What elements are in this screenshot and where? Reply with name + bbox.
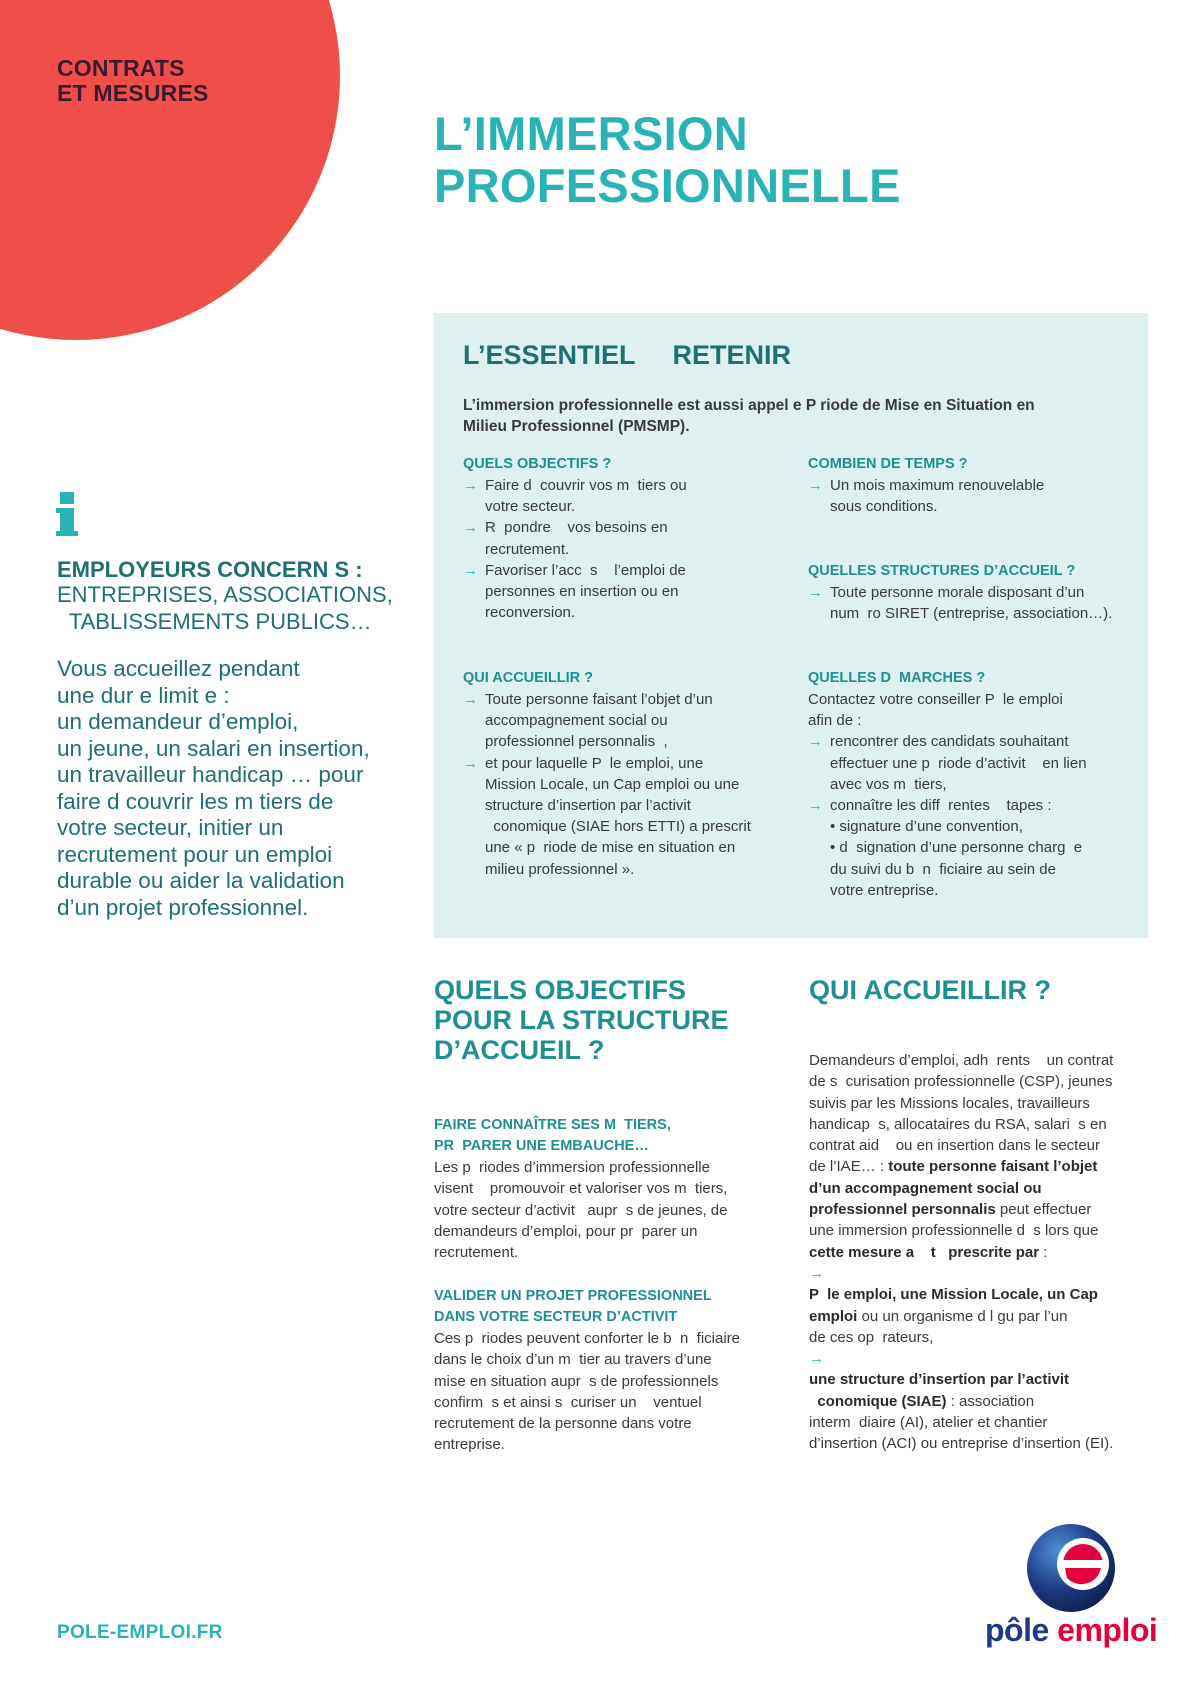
intro-line: un travailleur handicap … pour [57,762,364,787]
title-line: QUI ACCUEILLIR ? [809,975,1051,1005]
title-line-1: L’IMMERSION [434,107,749,160]
intro-line: Vous accueillez pendant [57,656,300,681]
block-line [808,710,1138,731]
objectifs-section-title [434,975,729,1065]
sub-heading-line: PR PARER UNE EMBAUCHE… [434,1138,649,1154]
objectifs-sub-heading-1 [434,1115,671,1157]
para-bold-fragment: emploi [809,1307,858,1325]
block-line-text: Toute personne faisant l’objet d’un [485,691,713,708]
para-fragment: de l’IAE… : [809,1158,889,1176]
essentiel-lead [463,395,1103,437]
para-line: visent promouvoir et valoriser vos m tiers, [434,1180,728,1198]
block-line [808,774,1138,795]
block-line-text: afin de : [808,712,862,730]
para-bold-fragment: cette mesure a t prescrite par [809,1243,1040,1261]
essentiel-box [434,313,1148,938]
sub-heading-line: DANS VOTRE SECTEUR D’ACTIVIT [434,1309,678,1325]
arrow-icon: → [809,1264,824,1282]
block-line [463,496,793,517]
arrow-icon: → [463,477,478,494]
logo-word-emploi: emploi [1057,1612,1158,1648]
block-line-text: Faire d couvrir vos m tiers ou [485,477,687,494]
para-fragment: : [1039,1243,1048,1261]
arrow-icon: → [463,754,478,772]
para-fragment: peut effectuer [995,1201,1092,1219]
para-line: entreprise. [434,1436,505,1454]
essentiel-title: L’ESSENTIEL RETENIR [463,340,792,370]
para-line: Ces p riodes peuvent conforter le b n ficiaire [434,1330,740,1347]
block-line [463,837,793,858]
block-line-text: conomique (SIAE hors ETTI) a prescrit [485,818,751,836]
block-line-text: une « p riode de mise en situation en [485,839,736,857]
para-line: recrutement. [434,1244,519,1262]
page-title [434,108,901,212]
objectifs-sub-heading-2 [434,1286,712,1328]
intro-line: un jeune, un salari en insertion, [57,735,370,761]
block-line-text: Un mois maximum renouvelable [830,477,1045,494]
block-heading: COMBIEN DE TEMPS ? [808,456,968,472]
block-line-text: num ro SIRET (entreprise, association…). [830,605,1113,623]
para-line: de s curisation professionnelle (CSP), jeunes [809,1073,1113,1091]
para-line: une immersion professionnelle d s lors que [809,1222,1099,1240]
title-line-2: PROFESSIONNELLE [434,159,901,212]
block-line [463,731,793,752]
lead-line: L’immersion professionnelle est aussi appel e P riode de Mise en Situation en [463,397,1035,414]
para-line: de ces op rateurs, [809,1328,934,1346]
accueillir-block [463,668,793,880]
category-label [57,56,209,106]
block-line [463,539,793,560]
corner-decoration [0,0,340,340]
lead-line: Milieu Professionnel (PMSMP). [463,418,690,435]
block-line-text: effectuer une p riode d’activit en lien [830,754,1087,772]
intro-line: votre secteur, initier un [57,815,284,840]
demarches-block [808,668,1138,901]
footer-link[interactable]: POLE-EMPLOI.FR [57,1622,223,1643]
block-line-text: rencontrer des candidats souhaitant [830,733,1069,751]
block-heading: QUELLES D MARCHES ? [808,670,986,686]
intro-text [57,656,417,921]
temps-block [808,454,1138,517]
block-line [463,517,793,538]
block-line [808,816,1138,837]
para-line: Demandeurs d’emploi, adh rents un contrat [809,1052,1114,1069]
para-line [809,1306,1113,1327]
para-line [809,1348,1113,1391]
objectifs-paragraph-1 [434,1157,728,1263]
title-line: POUR LA STRUCTURE [434,1005,729,1035]
para-line: d’insertion (ACI) ou entreprise d’insertion (EI). [809,1435,1114,1453]
para-line: votre secteur d’activit aupr s de jeunes, de [434,1201,728,1219]
block-line [463,859,793,880]
sub-heading-line: VALIDER UN PROJET PROFESSIONNEL [434,1288,712,1304]
employers-list [57,581,393,635]
block-line-text: milieu professionnel ». [485,860,635,878]
arrow-icon: → [463,561,478,579]
para-line: confirm s et ainsi s curiser un ventuel [434,1393,702,1411]
para-line [809,1156,1113,1177]
block-line [808,582,1138,603]
para-bold-fragment: P le emploi, une Mission Locale, un Cap [809,1286,1098,1304]
para-line: dans le choix d’un m tier au travers d’une [434,1351,712,1369]
para-line [809,1242,1113,1263]
para-bold-fragment: toute personne faisant l’objet [888,1158,1098,1176]
block-line-text: du suivi du b n ficiaire au sein de [830,860,1056,878]
block-line [463,774,793,795]
block-line-text: Toute personne morale disposant d’un [830,584,1085,601]
title-line: QUELS OBJECTIFS [434,975,687,1005]
structures-block [808,561,1138,624]
employers-line: TABLISSEMENTS PUBLICS… [57,609,372,634]
logo-word-pole: pôle [985,1612,1049,1648]
block-line [808,859,1138,880]
block-line-text: connaître les diff rentes tapes : [830,797,1052,815]
info-icon [56,492,78,538]
block-line [463,689,793,710]
block-line [808,603,1138,624]
block-line [808,880,1138,901]
block-line-text: R pondre vos besoins en [485,519,668,537]
block-line-text: sous conditions. [830,498,938,516]
block-line [463,475,793,496]
para-fragment: : association [946,1392,1035,1410]
objectifs-block [463,454,793,623]
block-line [808,837,1138,858]
para-bold-fragment: professionnel personnalis [809,1201,996,1219]
para-line [809,1391,1113,1412]
logo-emblem-icon [1025,1522,1117,1614]
para-line: mise en situation aupr s de professionnels [434,1372,719,1390]
block-heading: QUELLES STRUCTURES D’ACCUEIL ? [808,563,1076,579]
block-heading: QUELS OBJECTIFS ? [463,456,612,472]
para-line: Les p riodes d’immersion professionnelle [434,1159,710,1176]
arrow-icon: → [463,519,478,537]
objectifs-paragraph-2 [434,1328,740,1456]
para-line [809,1178,1113,1199]
block-line [808,795,1138,816]
arrow-icon: → [808,733,823,751]
block-line-text: votre entreprise. [830,881,939,899]
category-line-1: CONTRATS [57,55,185,81]
para-line: interm diaire (AI), atelier et chantier [809,1414,1048,1432]
block-line [463,816,793,837]
sub-heading-line: FAIRE CONNAÎTRE SES M TIERS, [434,1117,671,1133]
employers-line: ENTREPRISES, ASSOCIATIONS, [57,582,393,607]
block-line [463,710,793,731]
para-line [809,1263,1113,1306]
block-line-text: professionnel personnalis , [485,733,668,751]
block-line [808,731,1138,752]
para-line: suivis par les Missions locales, travailleurs [809,1094,1090,1112]
pole-emploi-logo [985,1522,1157,1654]
block-line-text: reconversion. [485,604,576,622]
block-line-text: accompagnement social ou [485,712,668,730]
block-line-text: et pour laquelle P le emploi, une [485,754,704,772]
block-line-text: Mission Locale, un Cap emploi ou une [485,775,740,793]
arrow-icon: → [808,477,823,494]
block-line [463,753,793,774]
block-line [808,753,1138,774]
block-line [463,795,793,816]
block-line [808,475,1138,496]
para-line [809,1199,1113,1220]
para-fragment: ou un organisme d l gu par l’un [857,1307,1068,1325]
intro-line: faire d couvrir les m tiers de [57,788,334,814]
category-line-2: ET MESURES [57,80,209,106]
block-line [808,689,1138,710]
employers-heading: EMPLOYEURS CONCERN S : [57,557,363,582]
block-line [463,560,793,581]
arrow-icon: → [808,797,823,815]
accueillir-paragraph [809,1050,1113,1455]
para-line: handicap s, allocataires du RSA, salari s en [809,1115,1107,1133]
intro-line: un demandeur d’emploi, [57,709,299,734]
block-line-text: • d signation d’une personne charg e [830,839,1083,857]
block-line-text: personnes en insertion ou en [485,583,679,601]
para-line: demandeurs d’emploi, pour pr parer un [434,1222,698,1240]
block-line-text: avec vos m tiers, [830,775,947,793]
para-line: contrat aid ou en insertion dans le secteur [809,1137,1101,1155]
block-line-text: Contactez votre conseiller P le emploi [808,691,1063,708]
arrow-icon: → [463,691,478,708]
arrow-icon: → [809,1350,824,1368]
arrow-icon: → [808,584,823,601]
block-line [463,602,793,623]
para-bold-fragment: une structure d’insertion par l’activit [809,1371,1070,1389]
para-bold-fragment: d’un accompagnement social ou [809,1179,1042,1197]
block-heading: QUI ACCUEILLIR ? [463,670,593,686]
para-line: recrutement de la personne dans votre [434,1415,692,1433]
intro-line: d’un projet professionnel. [57,894,309,920]
accueillir-section-title [809,975,1051,1005]
block-line [463,581,793,602]
intro-line: recrutement pour un emploi [57,841,333,867]
intro-line: durable ou aider la validation [57,868,345,893]
intro-line: une dur e limit e : [57,682,230,708]
para-bold-fragment: conomique (SIAE) [809,1392,947,1410]
block-line-text: structure d’insertion par l’activit [485,797,691,815]
block-line-text: recrutement. [485,540,570,558]
block-line-text: • signature d’une convention, [830,818,1023,836]
block-line-text: votre secteur. [485,498,576,516]
logo-wordmark [985,1612,1157,1649]
block-line [808,496,1138,517]
block-line-text: Favoriser l’acc s l’emploi de [485,561,686,579]
title-line: D’ACCUEIL ? [434,1035,605,1065]
